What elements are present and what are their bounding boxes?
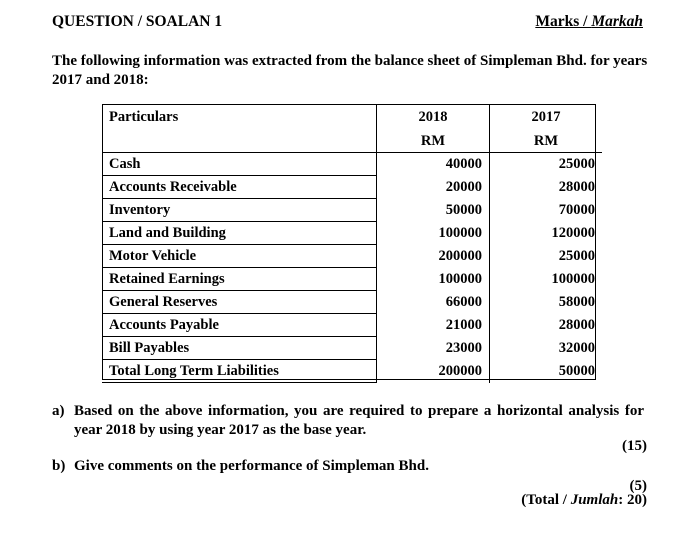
header-particulars: Particulars xyxy=(102,104,377,130)
row-item: Accounts Payable xyxy=(102,314,377,337)
row-item: Land and Building xyxy=(102,222,377,245)
row-value-2017: 25000 xyxy=(558,248,595,264)
row-item: Cash xyxy=(102,153,377,176)
balance-sheet-table xyxy=(102,104,602,383)
marks-header xyxy=(535,13,643,31)
question-title: QUESTION / SOALAN 1 xyxy=(52,13,223,30)
row-value-2017: 100000 xyxy=(551,271,595,287)
table-row xyxy=(102,337,602,360)
row-item: General Reserves xyxy=(102,291,377,314)
row-value-2017: 120000 xyxy=(551,225,595,241)
table-row xyxy=(102,291,602,314)
row-item: Motor Vehicle xyxy=(102,245,377,268)
table-row xyxy=(102,153,602,176)
table-row xyxy=(102,245,602,268)
row-value-2018: 50000 xyxy=(377,199,490,222)
unit-2018: RM xyxy=(377,130,490,153)
table-row xyxy=(102,222,602,245)
row-value-2018: 21000 xyxy=(377,314,490,337)
total-prefix: (Total / xyxy=(521,492,571,508)
row-value-2017: 32000 xyxy=(558,340,595,356)
row-item: Bill Payables xyxy=(102,337,377,360)
marks-prefix: Marks / xyxy=(535,13,592,30)
row-value-2017: 25000 xyxy=(490,153,603,176)
question-b-label: b) xyxy=(52,458,66,474)
row-value-2018: 200000 xyxy=(377,245,490,268)
row-value-2018: 23000 xyxy=(377,337,490,360)
table-header-row xyxy=(102,104,602,130)
unit-blank xyxy=(102,130,377,153)
table-row xyxy=(102,176,602,199)
row-value-2018: 200000 xyxy=(377,360,490,383)
total-marks xyxy=(521,492,647,509)
question-a-label: a) xyxy=(52,403,65,419)
row-item: Total Long Term Liabilities xyxy=(102,360,377,383)
row-value-2017: 28000 xyxy=(558,317,595,333)
table-row xyxy=(102,268,602,291)
row-value-2018: 66000 xyxy=(377,291,490,314)
question-a-marks: (15) xyxy=(622,438,647,454)
row-value-2017: 58000 xyxy=(558,294,595,310)
row-item: Accounts Receivable xyxy=(102,176,377,199)
row-item: Retained Earnings xyxy=(102,268,377,291)
marks-italic: Markah xyxy=(591,13,643,30)
row-value-2018: 100000 xyxy=(377,268,490,291)
total-italic: Jumlah xyxy=(570,492,619,508)
question-a-text: Based on the above information, you are required to prepare a horizontal analysis for year 2018 by using year 2017 as the base year. xyxy=(74,403,644,438)
table-row xyxy=(102,199,602,222)
row-value-2017: 70000 xyxy=(558,202,595,218)
unit-2017: RM xyxy=(533,133,559,149)
question-b xyxy=(52,457,650,476)
question-a xyxy=(52,402,650,440)
row-value-2018: 100000 xyxy=(377,222,490,245)
total-suffix: : 20) xyxy=(618,492,647,508)
row-value-2018: 40000 xyxy=(377,153,490,176)
question-b-marks: (5) xyxy=(629,478,647,494)
table-unit-row xyxy=(102,130,602,153)
question-b-text: Give comments on the performance of Simpleman Bhd. xyxy=(74,458,429,474)
header-2018: 2018 xyxy=(377,104,490,130)
row-value-2017: 50000 xyxy=(558,363,595,379)
row-value-2017: 28000 xyxy=(558,179,595,195)
table-row xyxy=(102,360,602,383)
row-value-2018: 20000 xyxy=(377,176,490,199)
table-row xyxy=(102,314,602,337)
header-2017: 2017 xyxy=(531,109,561,125)
row-item: Inventory xyxy=(102,199,377,222)
intro-text: The following information was extracted from the balance sheet of Simpleman Bhd. for years 2017 and 2018: xyxy=(52,53,648,88)
